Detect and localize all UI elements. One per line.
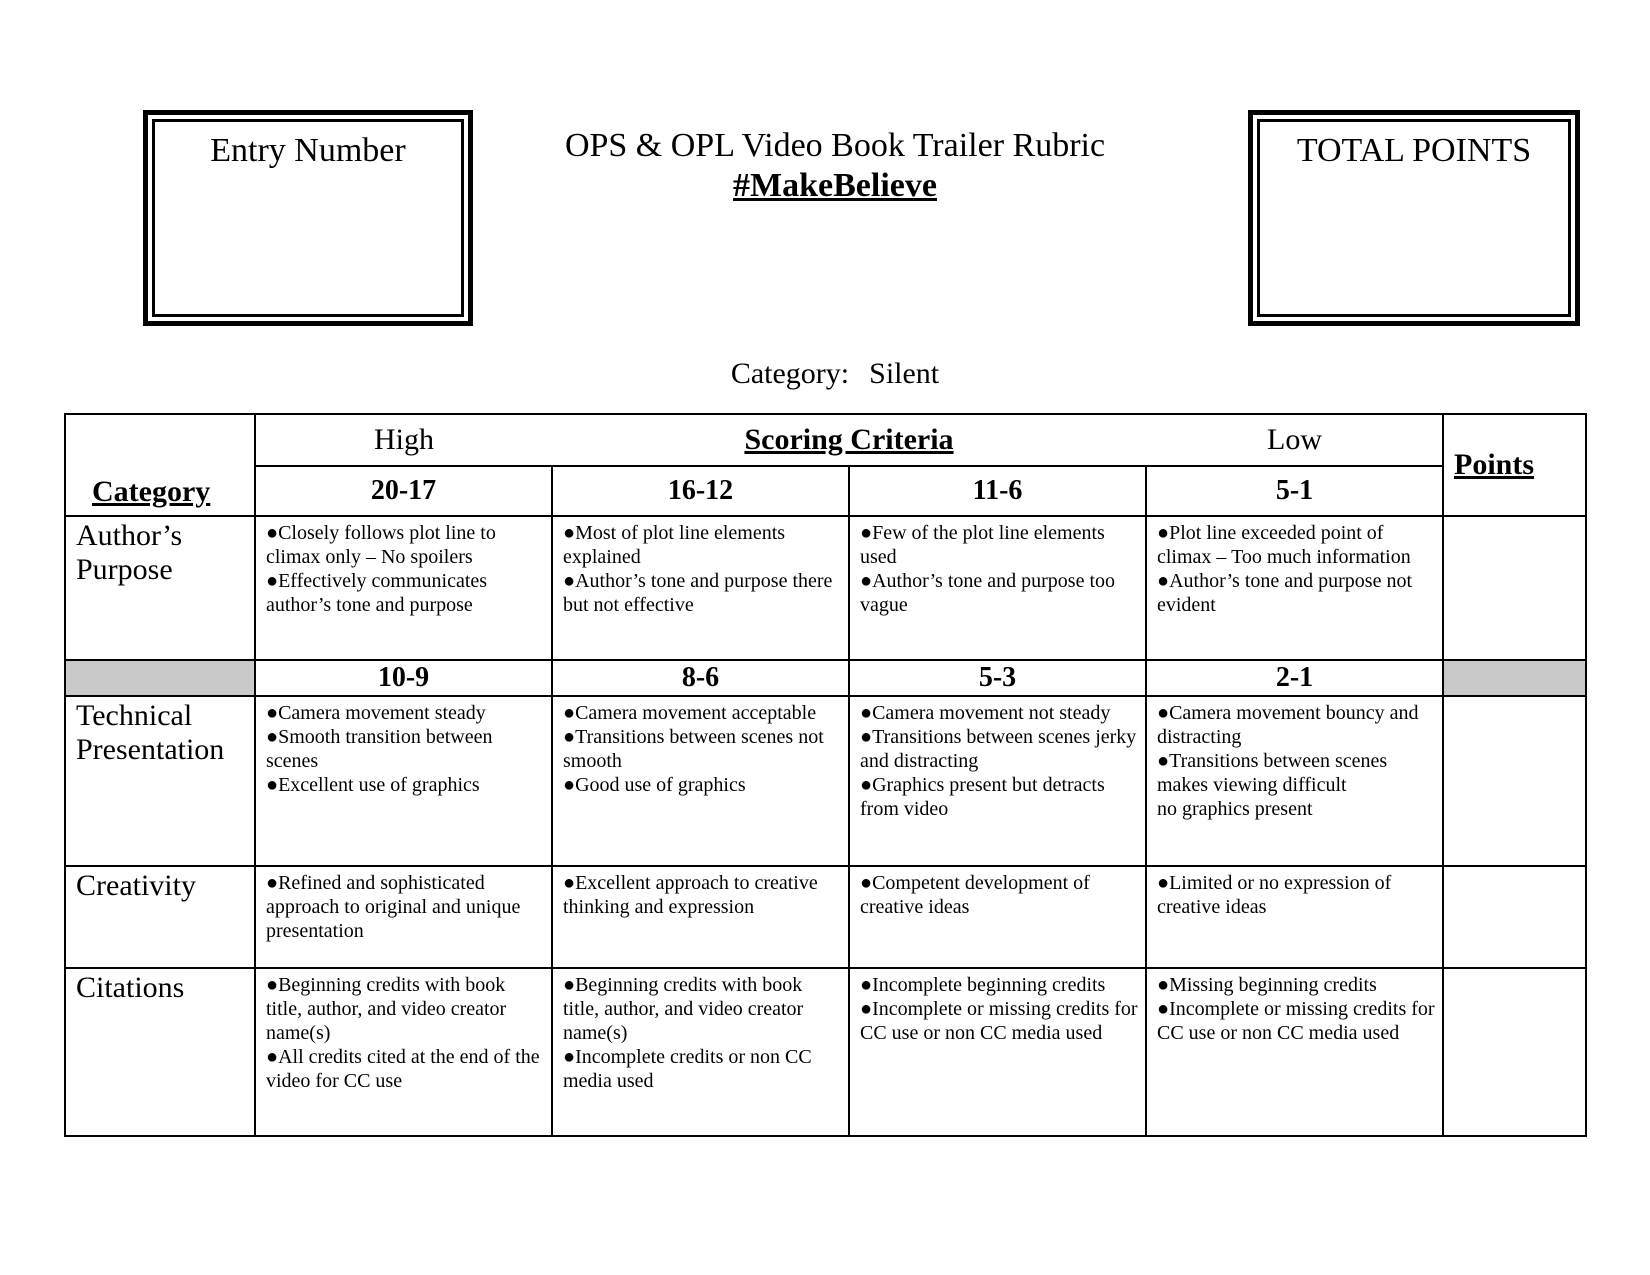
category-line: [600, 357, 1070, 391]
criteria-cell: ●Excellent approach to creative thinking and expression: [552, 866, 849, 968]
criteria-cell: ●Camera movement bouncy and distracting ●Transitions between scenes makes viewing difficult no graphics present: [1146, 696, 1443, 866]
entry-number-label: Entry Number: [210, 132, 406, 169]
shaded-cell: [1443, 660, 1586, 696]
range-row-2: [65, 660, 1586, 696]
total-points-box-inner-border: [1257, 119, 1571, 317]
range-row-1: [65, 466, 1586, 516]
category-line-label: Category:: [730, 357, 850, 390]
criteria-cell: ●Plot line exceeded point of climax – Too much information ●Author’s tone and purpose not evident: [1146, 516, 1443, 660]
criteria-cell: ●Competent development of creative ideas: [849, 866, 1146, 968]
range-cell: 20-17: [255, 466, 552, 516]
criteria-cell: ●Most of plot line elements explained ●Author’s tone and purpose there but not effective: [552, 516, 849, 660]
row-category-name: Technical Presentation: [65, 696, 255, 866]
category-line-value: Silent: [869, 357, 940, 390]
criteria-cell: ●Camera movement acceptable ●Transitions between scenes not smooth ●Good use of graphics: [552, 696, 849, 866]
criteria-cell: ●Beginning credits with book title, author, and video creator name(s) ●Incomplete credits or non CC media used: [552, 968, 849, 1136]
points-cell[interactable]: [1443, 968, 1586, 1136]
rubric-row: [65, 968, 1586, 1136]
criteria-cell: ●Limited or no expression of creative ideas: [1146, 866, 1443, 968]
row-category-name: Author’s Purpose: [65, 516, 255, 660]
title-line: OPS & OPL Video Book Trailer Rubric: [564, 127, 1106, 164]
criteria-cell: ●Few of the plot line elements used ●Author’s tone and purpose too vague: [849, 516, 1146, 660]
criteria-cell: ●Camera movement not steady ●Transitions between scenes jerky and distracting ●Graphics present but detracts from video: [849, 696, 1146, 866]
range-cell: 5-1: [1146, 466, 1443, 516]
title-hashtag: #MakeBelieve: [733, 167, 937, 204]
points-column-header: Points: [1443, 414, 1586, 516]
rubric-row: [65, 866, 1586, 968]
criteria-cell: ●Refined and sophisticated approach to original and unique presentation: [255, 866, 552, 968]
range-cell: 11-6: [849, 466, 1146, 516]
rubric-row: [65, 516, 1586, 660]
total-points-label: TOTAL POINTS: [1296, 132, 1532, 169]
points-cell[interactable]: [1443, 696, 1586, 866]
scoring-criteria-header: [255, 414, 1443, 466]
criteria-cell: ●Beginning credits with book title, author, and video creator name(s) ●All credits cited at the end of the video for CC use: [255, 968, 552, 1136]
shaded-cell: [65, 660, 255, 696]
document-title: [500, 126, 1170, 206]
category-column-header: Category: [65, 414, 255, 516]
high-label: High: [374, 423, 434, 456]
scoring-criteria-label: Scoring Criteria: [744, 423, 954, 456]
points-cell[interactable]: [1443, 516, 1586, 660]
criteria-cell: ●Camera movement steady ●Smooth transition between scenes ●Excellent use of graphics: [255, 696, 552, 866]
row-category-name: Creativity: [65, 866, 255, 968]
criteria-cell: ●Incomplete beginning credits ●Incomplete or missing credits for CC use or non CC media used: [849, 968, 1146, 1136]
total-points-box: [1248, 110, 1580, 326]
low-label: Low: [1267, 423, 1322, 456]
criteria-cell: ●Missing beginning credits ●Incomplete or missing credits for CC use or non CC media used: [1146, 968, 1443, 1136]
entry-number-box-inner-border: [152, 119, 464, 317]
criteria-header-row: [65, 414, 1586, 466]
row-category-name: Citations: [65, 968, 255, 1136]
rubric-table: [64, 413, 1587, 1137]
criteria-cell: ●Closely follows plot line to climax only – No spoilers ●Effectively communicates author’s tone and purpose: [255, 516, 552, 660]
range-cell: 10-9: [255, 660, 552, 696]
range-cell: 16-12: [552, 466, 849, 516]
range-cell: 2-1: [1146, 660, 1443, 696]
entry-number-box: [143, 110, 473, 326]
range-cell: 5-3: [849, 660, 1146, 696]
rubric-row: [65, 696, 1586, 866]
range-cell: 8-6: [552, 660, 849, 696]
points-cell[interactable]: [1443, 866, 1586, 968]
